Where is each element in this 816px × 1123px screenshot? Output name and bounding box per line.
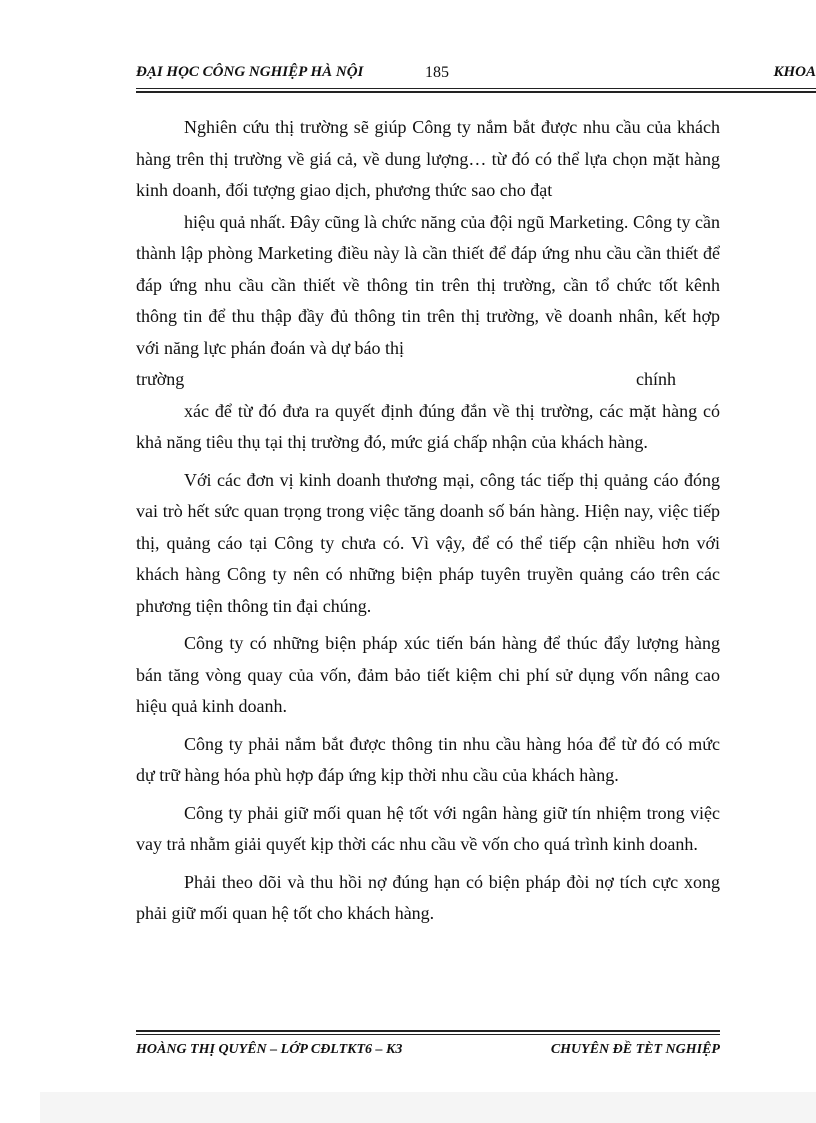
page-footer — [136, 1042, 720, 1064]
footer-rule — [136, 1030, 720, 1035]
paragraph: Với các đơn vị kinh doanh thương mại, công tác tiếp thị quảng cáo đóng vai trò hết sức quan trọng trong việc tăng doanh số bán hàng. Hiện nay, việc tiếp thị, quảng cáo tại Công ty chưa có. Vì vậy, để có thể tiếp cận nhiều hơn với khách hàng Công ty nên có những biện pháp tuyên truyền quảng cáo trên các phương tiện thông tin đại chúng. — [136, 469, 720, 616]
split-line — [136, 364, 720, 396]
paragraph: hiệu quả nhất. Đây cũng là chức năng của đội ngũ Marketing. Công ty cần thành lập phòng Marketing điều này là cần thiết để đáp ứng nhu cầu cần thiết để đáp ứng nhu cầu cần thiết về thông tin trên thị trường, cần tổ chức tốt kênh thông tin để thu thập đầy đủ thông tin trên thị trường, về doanh nhân, kết hợp với năng lực phán đoán và dự báo thị — [136, 211, 720, 358]
page-bottom-shade — [40, 1092, 816, 1123]
paragraph: Nghiên cứu thị trường sẽ giúp Công ty nắm bắt được nhu cầu của khách hàng trên thị trường về giá cả, về dung lượng… từ đó có thể lựa chọn mặt hàng kinh doanh, đối tượng giao dịch, phương thức sao cho đạt — [136, 117, 720, 200]
paragraph: Công ty phải nắm bắt được thông tin nhu cầu hàng hóa để từ đó có mức dự trữ hàng hóa phù hợp đáp ứng kịp thời nhu cầu của khách hàng. — [136, 733, 720, 785]
paragraph: Phải theo dõi và thu hồi nợ đúng hạn có biện pháp đòi nợ tích cực xong phải giữ mối quan hệ tốt cho khách hàng. — [136, 871, 720, 923]
footer-author: HOÀNG THỊ QUYÊN – LỚP CĐLTKT6 – K3 — [136, 1042, 403, 1057]
document-body — [136, 112, 720, 930]
header-faculty: KHOA — [773, 64, 816, 80]
header-university: ĐẠI HỌC CÔNG NGHIỆP HÀ NỘI — [136, 64, 364, 80]
footer-title: CHUYÊN ĐỀ TÈT NGHIỆP — [550, 1042, 720, 1057]
split-line-left: trường — [136, 369, 185, 389]
split-line-right: chính — [636, 369, 676, 389]
paragraph: xác để từ đó đưa ra quyết định đúng đắn về thị trường, các mặt hàng có khả năng tiêu thụ tại thị trường đó, mức giá chấp nhận của khách hàng. — [136, 400, 720, 452]
paragraph: Công ty có những biện pháp xúc tiến bán hàng để thúc đẩy lượng hàng bán tăng vòng quay của vốn, đảm bảo tiết kiệm chi phí sử dụng vốn nâng cao hiệu quả kinh doanh. — [136, 633, 720, 716]
paragraph: Công ty phải giữ mối quan hệ tốt với ngân hàng giữ tín nhiệm trong việc vay trả nhằm giải quyết kịp thời các nhu cầu về vốn cho quá trình kinh doanh. — [136, 802, 720, 854]
page-header — [136, 64, 816, 86]
page-number: 185 — [425, 64, 449, 81]
header-rule — [136, 88, 816, 93]
